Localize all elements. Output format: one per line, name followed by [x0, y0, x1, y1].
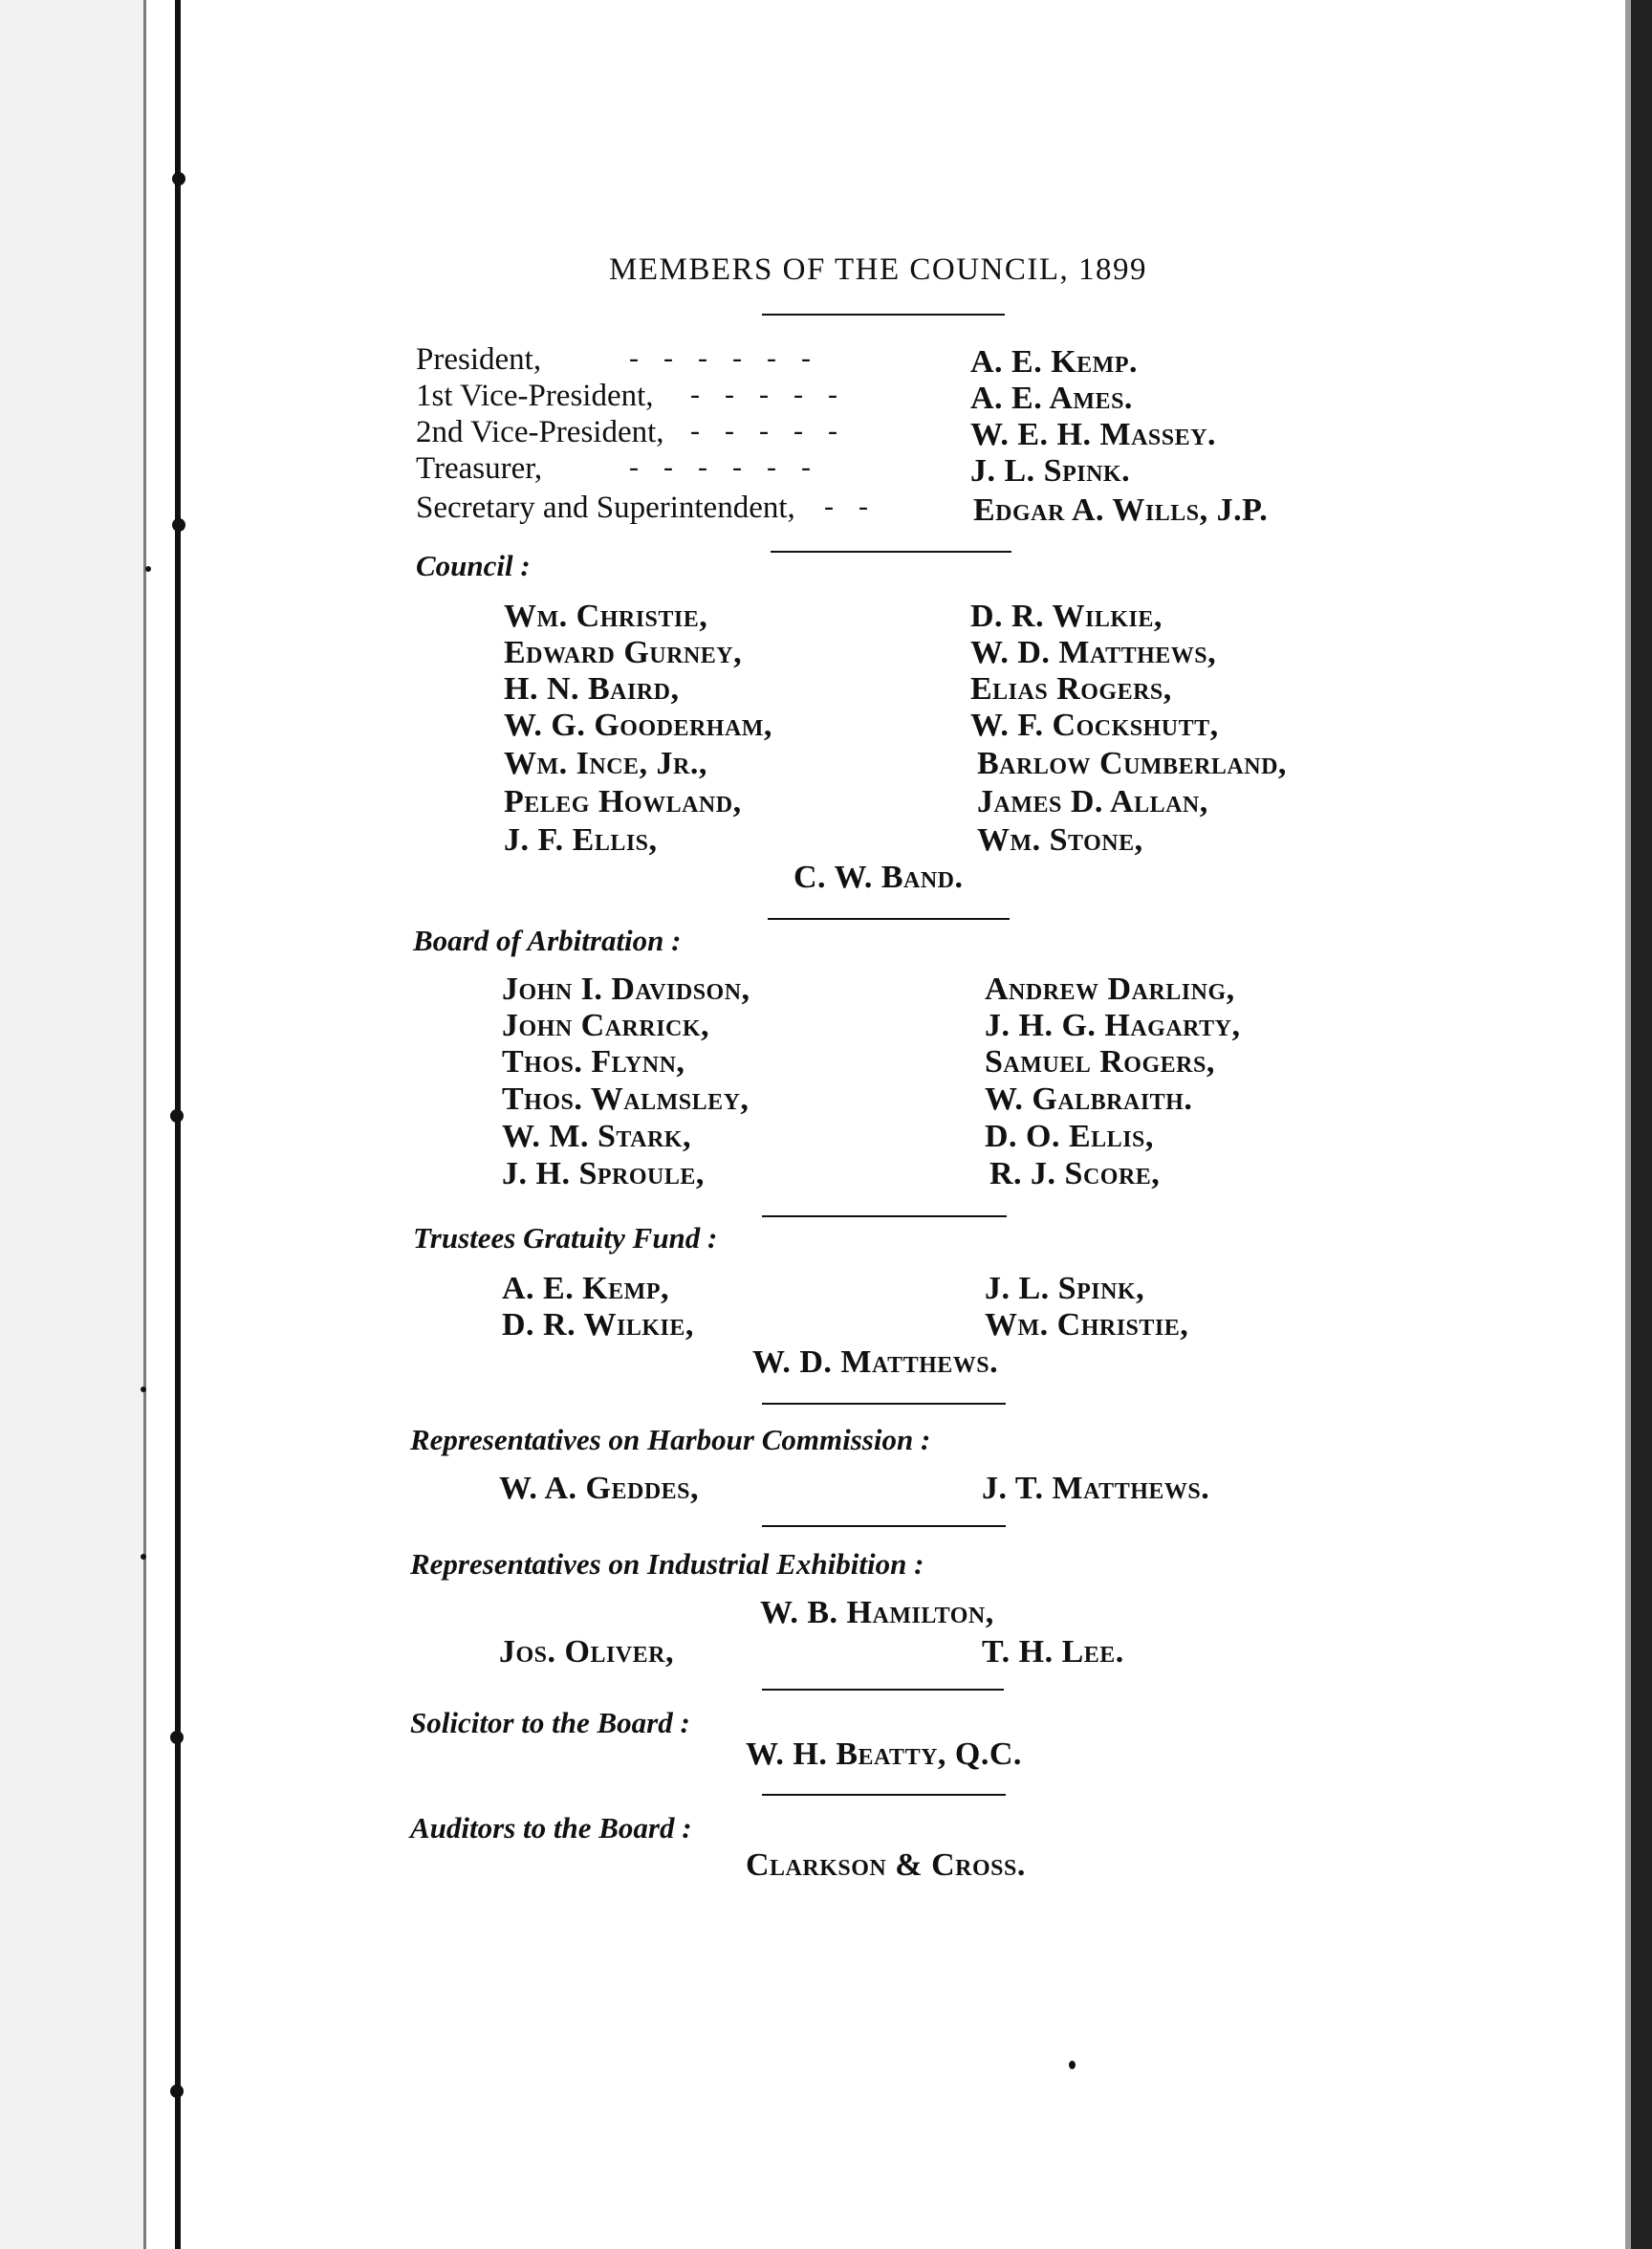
- auditors-heading: Auditors to the Board :: [410, 1811, 692, 1845]
- council-member: Wm. Stone,: [977, 822, 1143, 858]
- officer-office: 1st Vice-President,: [416, 379, 654, 413]
- gratuity-member: Wm. Christie,: [985, 1307, 1189, 1343]
- arbitration-member: D. O. Ellis,: [985, 1119, 1154, 1154]
- exhibition-member-center: W. B. Hamilton,: [760, 1595, 994, 1630]
- council-member: Wm. Ince, Jr.,: [504, 746, 707, 781]
- binding-speck: [172, 518, 185, 532]
- council-member: W. F. Cockshutt,: [970, 708, 1219, 743]
- binding-speck: [141, 1554, 146, 1560]
- leader-dots: ------: [629, 451, 836, 483]
- officer-name: W. E. H. Massey.: [970, 417, 1216, 452]
- divider: [762, 1215, 1007, 1217]
- arbitration-member: Samuel Rogers,: [985, 1044, 1215, 1080]
- leader-dots: -----: [690, 379, 862, 410]
- binding-speck: [145, 566, 151, 572]
- officer-name: A. E. Ames.: [970, 381, 1133, 416]
- binding-speck: [170, 1731, 184, 1744]
- gratuity-member: J. L. Spink,: [985, 1271, 1145, 1306]
- binding-speck: [170, 2085, 184, 2098]
- facing-page-edge: [0, 0, 143, 2249]
- harbour-member: W. A. Geddes,: [499, 1471, 700, 1506]
- gratuity-member: A. E. Kemp,: [502, 1271, 669, 1306]
- exhibition-member: T. H. Lee.: [982, 1634, 1124, 1670]
- council-member-center: C. W. Band.: [793, 860, 964, 895]
- officer-office: Treasurer,: [416, 451, 543, 486]
- council-member: Edward Gurney,: [504, 635, 743, 670]
- council-member: W. G. Gooderham,: [504, 708, 772, 743]
- council-member: J. F. Ellis,: [504, 822, 658, 858]
- officer-name: Edgar A. Wills, J.P.: [973, 492, 1269, 528]
- arbitration-member: Thos. Flynn,: [502, 1044, 685, 1080]
- gratuity-member: D. R. Wilkie,: [502, 1307, 694, 1343]
- binding-speck: [170, 1109, 184, 1123]
- council-member: James D. Allan,: [977, 784, 1208, 819]
- arbitration-member: W. M. Stark,: [502, 1119, 691, 1154]
- council-member: W. D. Matthews,: [970, 635, 1217, 670]
- divider: [762, 1689, 1004, 1691]
- arbitration-member: Thos. Walmsley,: [502, 1081, 750, 1117]
- officer-office: Secretary and Superintendent,: [416, 491, 795, 525]
- exhibition-heading: Representatives on Industrial Exhibition :: [410, 1547, 924, 1581]
- council-heading: Council :: [416, 549, 531, 582]
- arbitration-member: John Carrick,: [502, 1008, 710, 1043]
- arbitration-member: J. H. Sproule,: [502, 1156, 705, 1191]
- officer-name: A. E. Kemp.: [970, 344, 1138, 380]
- council-member: Elias Rogers,: [970, 671, 1172, 707]
- gratuity-member-center: W. D. Matthews.: [752, 1344, 999, 1380]
- divider: [762, 1403, 1006, 1405]
- page-right-edge: [1631, 0, 1652, 2249]
- arbitration-member: R. J. Score,: [989, 1156, 1161, 1191]
- page-speck: [1069, 2061, 1076, 2069]
- officer-office: President,: [416, 342, 542, 377]
- council-member: D. R. Wilkie,: [970, 599, 1163, 634]
- divider: [762, 314, 1005, 316]
- arbitration-member: W. Galbraith.: [985, 1081, 1193, 1117]
- solicitor-name: W. H. Beatty, Q.C.: [746, 1736, 1022, 1772]
- officer-office: 2nd Vice-President,: [416, 415, 664, 449]
- divider: [762, 1794, 1006, 1796]
- harbour-heading: Representatives on Harbour Commission :: [410, 1423, 931, 1456]
- divider: [762, 1525, 1006, 1527]
- council-member: H. N. Baird,: [504, 671, 680, 707]
- exhibition-member: Jos. Oliver,: [499, 1634, 674, 1670]
- council-member: Barlow Cumberland,: [977, 746, 1287, 781]
- leader-dots: --: [824, 491, 893, 522]
- auditors-name: Clarkson & Cross.: [746, 1847, 1026, 1883]
- arbitration-member: Andrew Darling,: [985, 972, 1235, 1007]
- officer-name: J. L. Spink.: [970, 453, 1131, 489]
- council-member: Wm. Christie,: [504, 599, 708, 634]
- leader-dots: -----: [690, 415, 862, 447]
- page-gutter-line: [143, 0, 146, 2249]
- divider: [768, 918, 1010, 920]
- binding-speck: [141, 1387, 146, 1392]
- arbitration-member: John I. Davidson,: [502, 972, 750, 1007]
- solicitor-heading: Solicitor to the Board :: [410, 1706, 690, 1739]
- council-member: Peleg Howland,: [504, 784, 742, 819]
- binding-speck: [172, 172, 185, 186]
- page-title: MEMBERS OF THE COUNCIL, 1899: [609, 252, 1148, 287]
- leader-dots: ------: [629, 342, 836, 374]
- arbitration-heading: Board of Arbitration :: [413, 924, 682, 957]
- binding-line: [175, 0, 181, 2249]
- gratuity-heading: Trustees Gratuity Fund :: [413, 1221, 718, 1255]
- harbour-member: J. T. Matthews.: [982, 1471, 1210, 1506]
- arbitration-member: J. H. G. Hagarty,: [985, 1008, 1241, 1043]
- divider: [771, 551, 1011, 553]
